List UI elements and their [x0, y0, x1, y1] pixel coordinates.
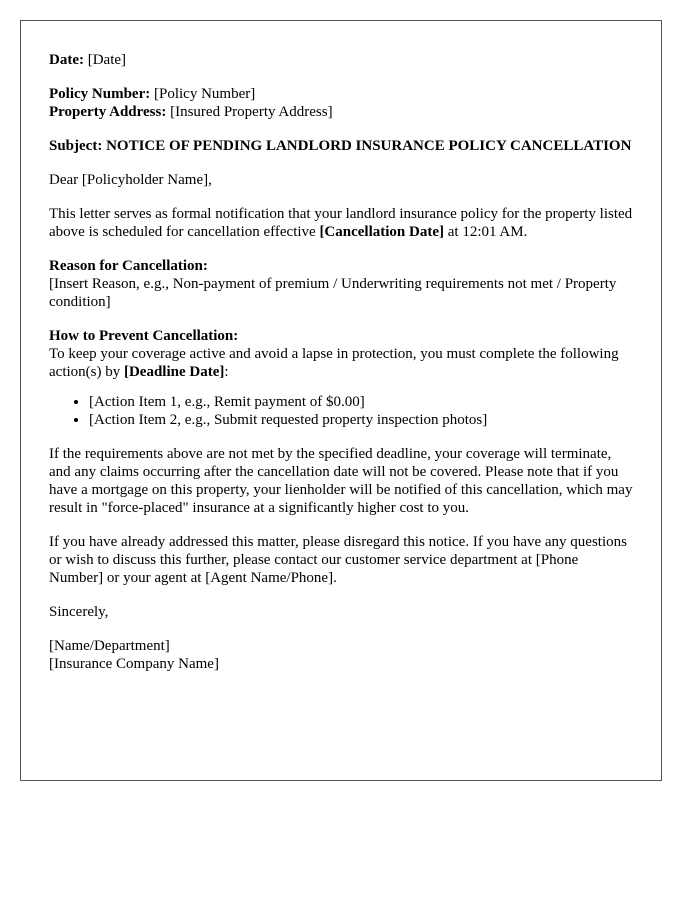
- action-item: • [Action Item 2, e.g., Submit requested property inspection photos]: [89, 411, 633, 429]
- prevent-section: [49, 327, 633, 381]
- intro-suffix: at 12:01 AM.: [444, 224, 528, 240]
- consequence-paragraph: If the requirements above are not met by the specified deadline, your coverage will terminate, and any claims occurring after the cancellation date will not be covered. Please note that if you have a mortgage on this property, your lienholder will be notified of this cancellation, which may result in "force-placed" insurance at a significantly higher cost to you.: [49, 446, 633, 516]
- prevent-heading: How to Prevent Cancellation:: [49, 328, 239, 344]
- reason-heading: Reason for Cancellation:: [49, 258, 208, 274]
- date-label: Date:: [49, 52, 84, 68]
- contact-paragraph: If you have already addressed this matter, please disregard this notice. If you have any questions or wish to discuss this further, please contact our customer service department at [Phone Number] or your agent at [Agent Name/Phone].: [49, 534, 627, 586]
- action-list: [49, 393, 633, 429]
- cancellation-notice-letter: [20, 20, 662, 781]
- subject-line: [49, 137, 633, 155]
- closing: Sincerely,: [49, 604, 109, 620]
- policy-number-value: [Policy Number]: [150, 86, 256, 102]
- date-line: [49, 51, 633, 69]
- signature-block: [49, 637, 633, 673]
- intro-paragraph: [49, 205, 633, 241]
- signature-company: [Insurance Company Name]: [49, 656, 219, 672]
- property-address-label: Property Address:: [49, 104, 167, 120]
- greeting: Dear [Policyholder Name],: [49, 172, 212, 188]
- reason-section: [49, 257, 633, 311]
- property-address-value: [Insured Property Address]: [166, 104, 333, 120]
- reason-text: [Insert Reason, e.g., Non-payment of premium / Underwriting requirements not met / Property condition]: [49, 276, 617, 310]
- prevent-text: To keep your coverage active and avoid a lapse in protection, you must complete the following action(s) by: [49, 346, 619, 380]
- signature-name: [Name/Department]: [49, 638, 170, 654]
- deadline-date: [Deadline Date]: [123, 364, 225, 380]
- prevent-suffix: :: [224, 364, 229, 380]
- intro-text: This letter serves as formal notification that your landlord insurance policy for the property listed above is scheduled for cancellation effective: [49, 206, 633, 240]
- property-address-line: [49, 103, 633, 121]
- policy-number-label: Policy Number:: [49, 86, 151, 102]
- subject-label: Subject:: [49, 138, 103, 154]
- date-value: [Date]: [83, 52, 127, 68]
- action-item: • [Action Item 1, e.g., Remit payment of $0.00]: [89, 393, 633, 411]
- subject-value: NOTICE OF PENDING LANDLORD INSURANCE POLICY CANCELLATION: [102, 138, 632, 154]
- cancellation-date: [Cancellation Date]: [319, 224, 444, 240]
- policy-number-line: [49, 85, 633, 103]
- policy-details: [49, 85, 633, 121]
